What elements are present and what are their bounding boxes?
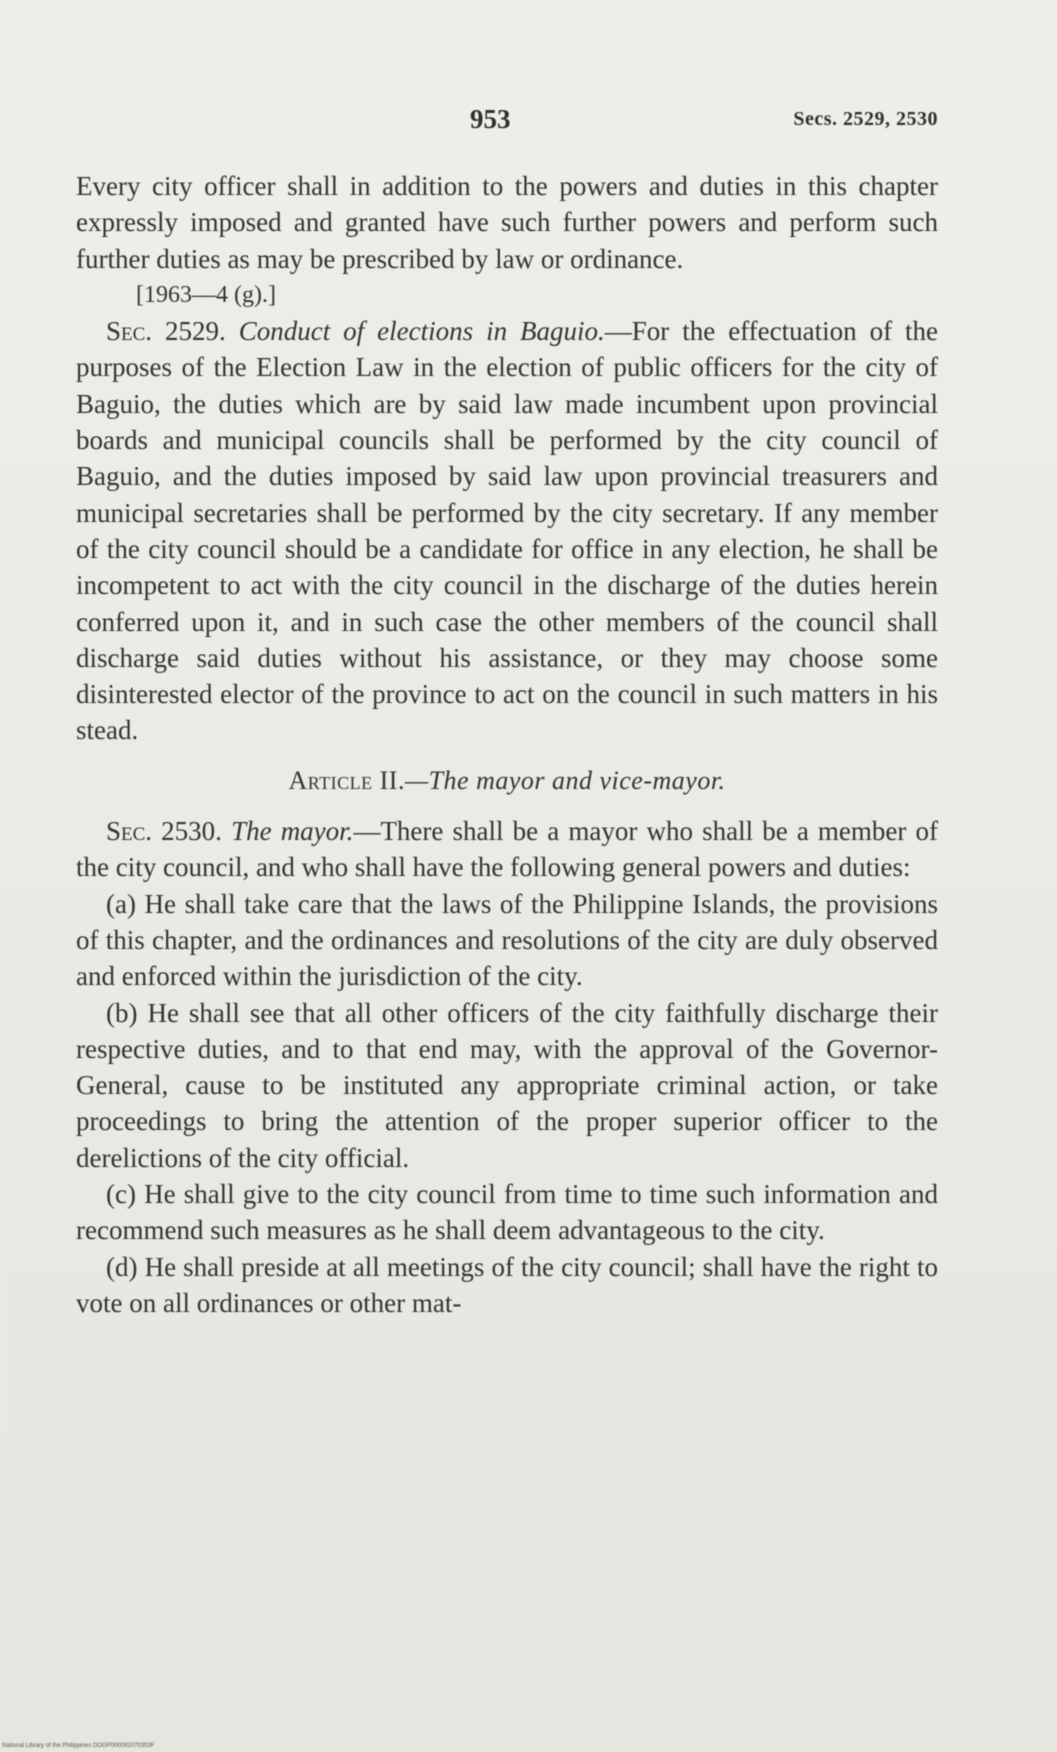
page-number: 953 [470, 104, 511, 134]
item-d: (d) He shall preside at all meetings of the city council; shall have the right to vote on all ordinances or other mat- [76, 1251, 938, 1318]
section-reference: Secs. 2529, 2530 [793, 108, 938, 130]
item-c: (c) He shall give to the city council from time to time such information and recommend such measures as he shall deem advantageous to the city. [76, 1179, 938, 1246]
section-title: Conduct of elections in Baguio. [238, 316, 605, 347]
article-label: Article II. [288, 765, 405, 795]
article-title: —The mayor and vice-mayor. [404, 765, 726, 795]
section-2530 [76, 813, 938, 886]
item-b: (b) He shall see that all other officers of the city faithfully discharge their respective duties, and to that end may, with the approval of the Governor-General, cause to be instituted any appropriate criminal action, or take proceedings to bring the attention of the proper superior officer to the derelictions of the city official. [76, 997, 938, 1173]
section-title: The mayor. [231, 816, 354, 847]
article-heading [76, 763, 938, 799]
page-header [76, 104, 938, 144]
body-text [76, 168, 938, 1321]
paragraph-powers: Every city officer shall in addition to the powers and duties in this chapter expressly imposed and granted have such further powers and perform such further duties as may be prescribed by law or ordinance. [76, 171, 938, 274]
footer-credit: National Library of the Philippines DOGP000092070353F [2, 1743, 155, 1749]
section-text: —For the effectuation of the purposes of the Election Law in the election of public officers for the city of Baguio, the duties which are by said law made incumbent upon provincial boards and municipal councils shall be performed by the city council of Baguio, and the duties imposed by said law upon provincial treasurers and municipal secretaries shall be performed by the city secretary. If any member of the city council should be a candidate for office in any election, he shall be incompetent to act with the city council in the discharge of the duties herein conferred upon it, and in such case the other members of the council shall discharge said duties without his assistance, or they may choose some disinterested elector of the province to act on the council in such matters in his stead. [76, 316, 939, 746]
section-label: Sec. 2529. [106, 316, 226, 347]
section-2529 [76, 313, 938, 749]
section-label: Sec. 2530. [106, 816, 222, 847]
item-a: (a) He shall take care that the laws of the Philippine Islands, the provisions of this chapter, and the ordinances and resolutions of the city are duly observed and enforced within the jurisdiction of the city. [76, 888, 938, 992]
section-text: —There shall be a mayor who shall be a member of the city council, and who shall have the following general powers and duties: [76, 816, 939, 883]
citation: [1963—4 (g).] [136, 281, 276, 308]
